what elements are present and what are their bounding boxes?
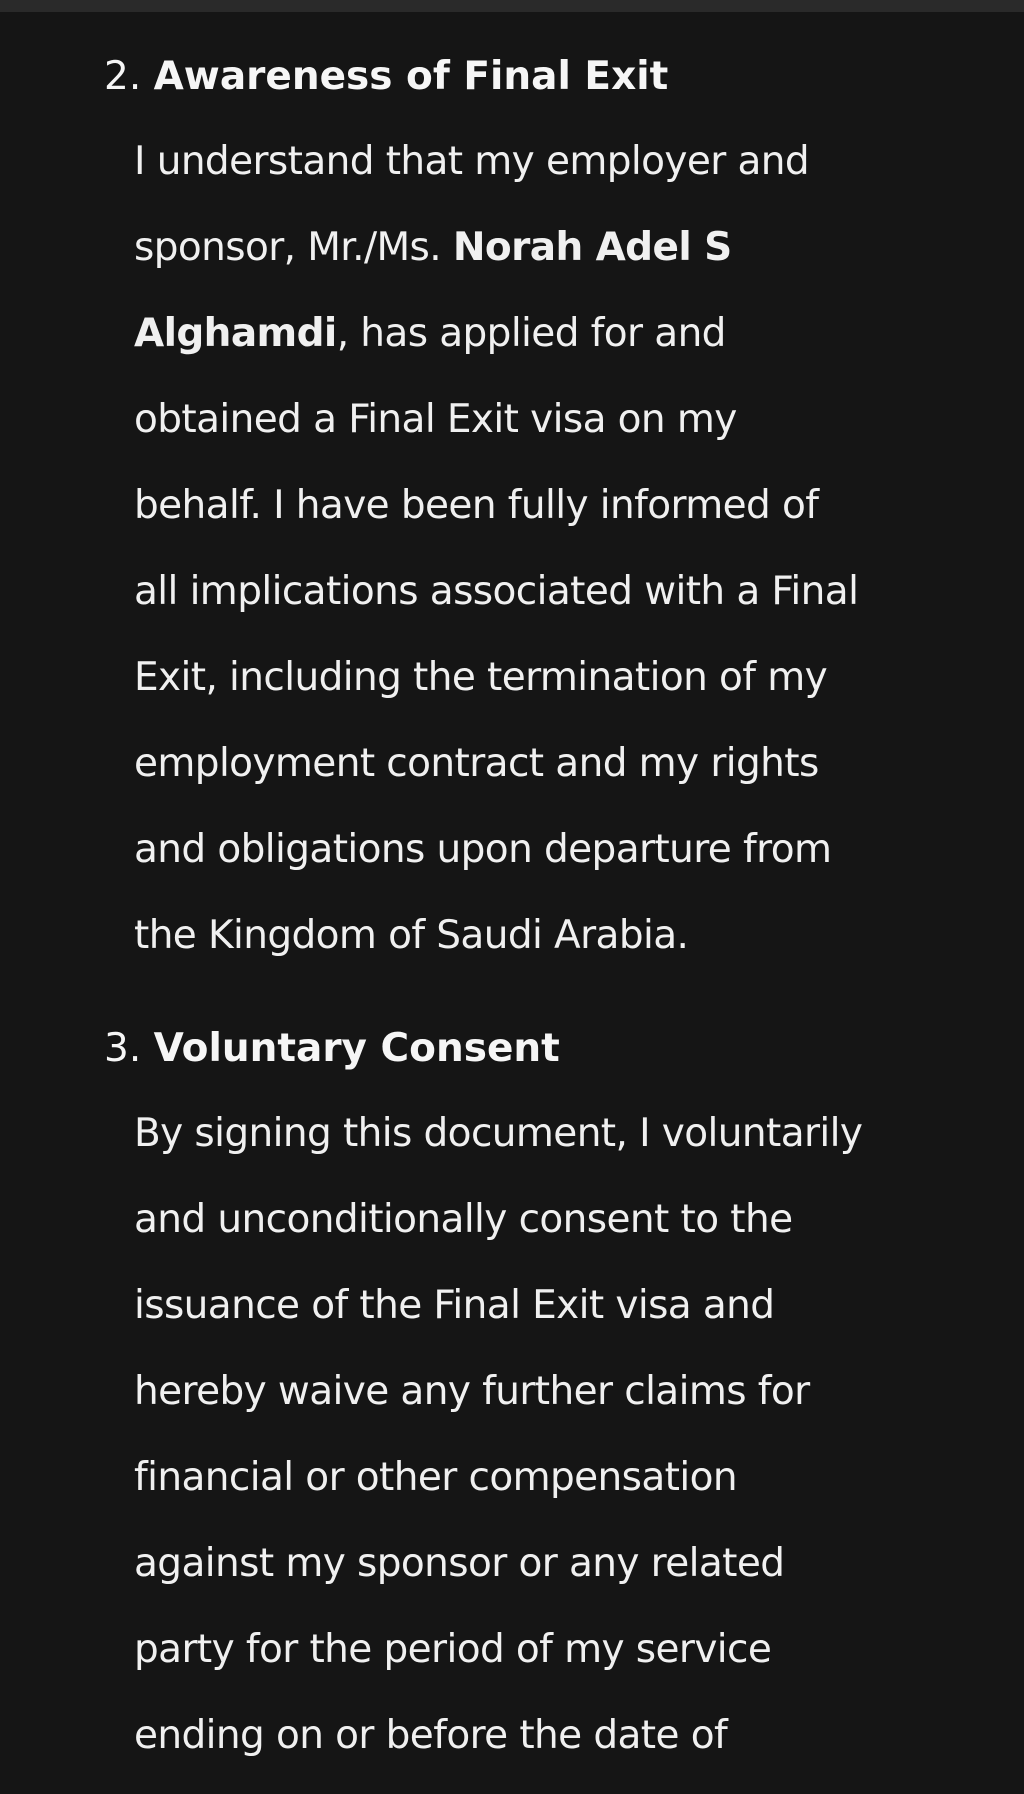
section-heading (104, 52, 668, 102)
section-title: Awareness of Final Exit (153, 54, 669, 99)
paragraph-line: party for the period of my service (134, 1627, 772, 1672)
paragraph-line: the Kingdom of Saudi Arabia. (134, 913, 689, 958)
section-paragraph (134, 134, 858, 994)
employer-name: Norah Adel S (452, 225, 732, 270)
paragraph-line: I understand that my employer and (134, 139, 810, 184)
section-paragraph (134, 1106, 862, 1794)
paragraph-line: and unconditionally consent to the (134, 1197, 793, 1242)
paragraph-line: employment contract and my rights (134, 741, 819, 786)
paragraph-line: Alghamdi, has applied for and (134, 311, 726, 356)
paragraph-line: sponsor, Mr./Ms. Norah Adel S (134, 225, 732, 270)
paragraph-line: Exit, including the termination of my (134, 655, 828, 700)
section-heading (104, 1024, 560, 1074)
section-number: 2. (104, 54, 142, 99)
paragraph-line: By signing this document, I voluntarily (134, 1111, 863, 1156)
paragraph-line: against my sponsor or any related (134, 1541, 785, 1586)
paragraph-line: all implications associated with a Final (134, 569, 859, 614)
section-number: 3. (104, 1026, 142, 1071)
paragraph-line: issuance of the Final Exit visa and (134, 1283, 775, 1328)
paragraph-line: behalf. I have been fully informed of (134, 483, 819, 528)
section-title: Voluntary Consent (153, 1026, 560, 1071)
paragraph-line: obtained a Final Exit visa on my (134, 397, 737, 442)
paragraph-line: hereby waive any further claims for (134, 1369, 810, 1414)
paragraph-line: and obligations upon departure from (134, 827, 832, 872)
paragraph-line: financial or other compensation (134, 1455, 737, 1500)
paragraph-line: ending on or before the date of (134, 1713, 728, 1758)
employer-surname: Alghamdi (134, 311, 337, 356)
